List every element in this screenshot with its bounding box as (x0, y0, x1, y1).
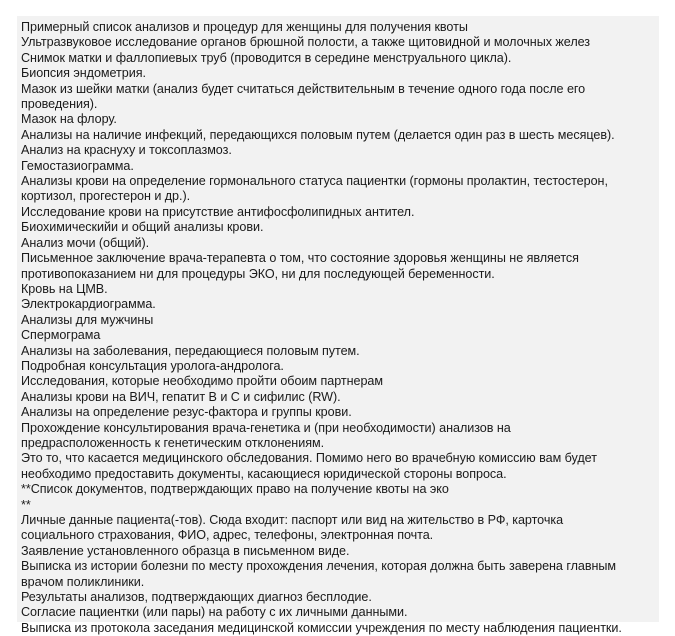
text-line: Заявление установленного образца в письменном виде. (21, 543, 350, 558)
text-line: кортизол, прогестерон и др.). (21, 189, 191, 204)
text-line: Анализы на заболевания, передающиеся половым путем. (21, 343, 360, 358)
text-line: Примерный список анализов и процедур для женщины для получения квоты (21, 20, 468, 34)
text-line: Спермограма (21, 328, 101, 343)
text-line: Исследования, которые необходимо пройти обоим партнерам (21, 374, 383, 389)
text-line: противопоказанием ни для процедуры ЭКО, ни для последующей беременности. (21, 266, 495, 281)
text-line: Ультразвуковое исследование органов брюшной полости, а также щитовидной и молочных желез (21, 35, 591, 50)
text-line: Биохимическийи и общий анализы крови. (21, 220, 264, 235)
text-line: Анализ на краснуху и токсоплазмоз. (21, 143, 232, 158)
text-line: социального страхования, ФИО, адрес, телефоны, электронная почта. (21, 528, 434, 543)
text-line: Подробная консультация уролога-андролога. (21, 358, 284, 373)
text-line: Выписка из протокола заседания медицинской комиссии учреждения по месту наблюдения пациентки. (21, 620, 622, 635)
text-line: Анализы на наличие инфекций, передающихся половым путем (делается один раз в шесть месяцев). (21, 127, 615, 142)
text-line: Биопсия эндометрия. (21, 66, 146, 81)
text-line: Письменное заключение врача-терапевта о том, что состояние здоровья женщины не является (21, 251, 579, 266)
text-line: ** (21, 497, 31, 512)
text-line: Анализы крови на ВИЧ, гепатит В и С и сифилис (RW). (21, 389, 341, 404)
text-line: Гемостазиограмма. (21, 158, 134, 173)
text-line: Исследование крови на присутствие антифосфолипидных антител. (21, 204, 415, 219)
text-line: Электрокардиограмма. (21, 297, 156, 312)
text-line: Это то, что касается медицинского обследования. Помимо него во врачебную комиссию вам будет (21, 451, 597, 466)
document-text-block (17, 16, 659, 635)
text-line: Анализы для мужчины (21, 312, 154, 327)
text-line: **Список документов, подтверждающих право на получение квоты на эко (21, 482, 449, 497)
text-line: предрасположенность к генетическим отклонениям. (21, 435, 325, 450)
text-line: Мазок на флору. (21, 112, 117, 127)
text-line: Кровь на ЦМВ. (21, 281, 108, 296)
text-line: врачом поликлиники. (21, 574, 145, 589)
text-line: Мазок из шейки матки (анализ будет считаться действительным в течение одного года после его (21, 81, 586, 96)
text-line: Анализы на определение резус-фактора и группы крови. (21, 405, 352, 420)
text-line: Снимок матки и фаллопиевых труб (проводится в середине менструального цикла). (21, 50, 512, 65)
text-line: необходимо предоставить документы, касающиеся юридической стороны вопроса. (21, 466, 507, 481)
text-line: Согласие пациентки (или пары) на работу с их личными данными. (21, 605, 408, 620)
text-line: Выписка из истории болезни по месту прохождения лечения, которая должна быть заверена главным (21, 559, 617, 574)
text-line: Прохождение консультирования врача-генетика и (при необходимости) анализов на (21, 420, 511, 435)
text-line: проведения). (21, 97, 98, 112)
text-line: Результаты анализов, подтверждающих диагноз бесплодие. (21, 590, 372, 605)
text-line: Личные данные пациента(-тов). Сюда входит: паспорт или вид на жительство в РФ, карточка (21, 513, 564, 527)
text-line: Анализы крови на определение гормонального статуса пациентки (гормоны пролактин, тестостерон, (21, 174, 608, 189)
text-line: Анализ мочи (общий). (21, 235, 150, 250)
